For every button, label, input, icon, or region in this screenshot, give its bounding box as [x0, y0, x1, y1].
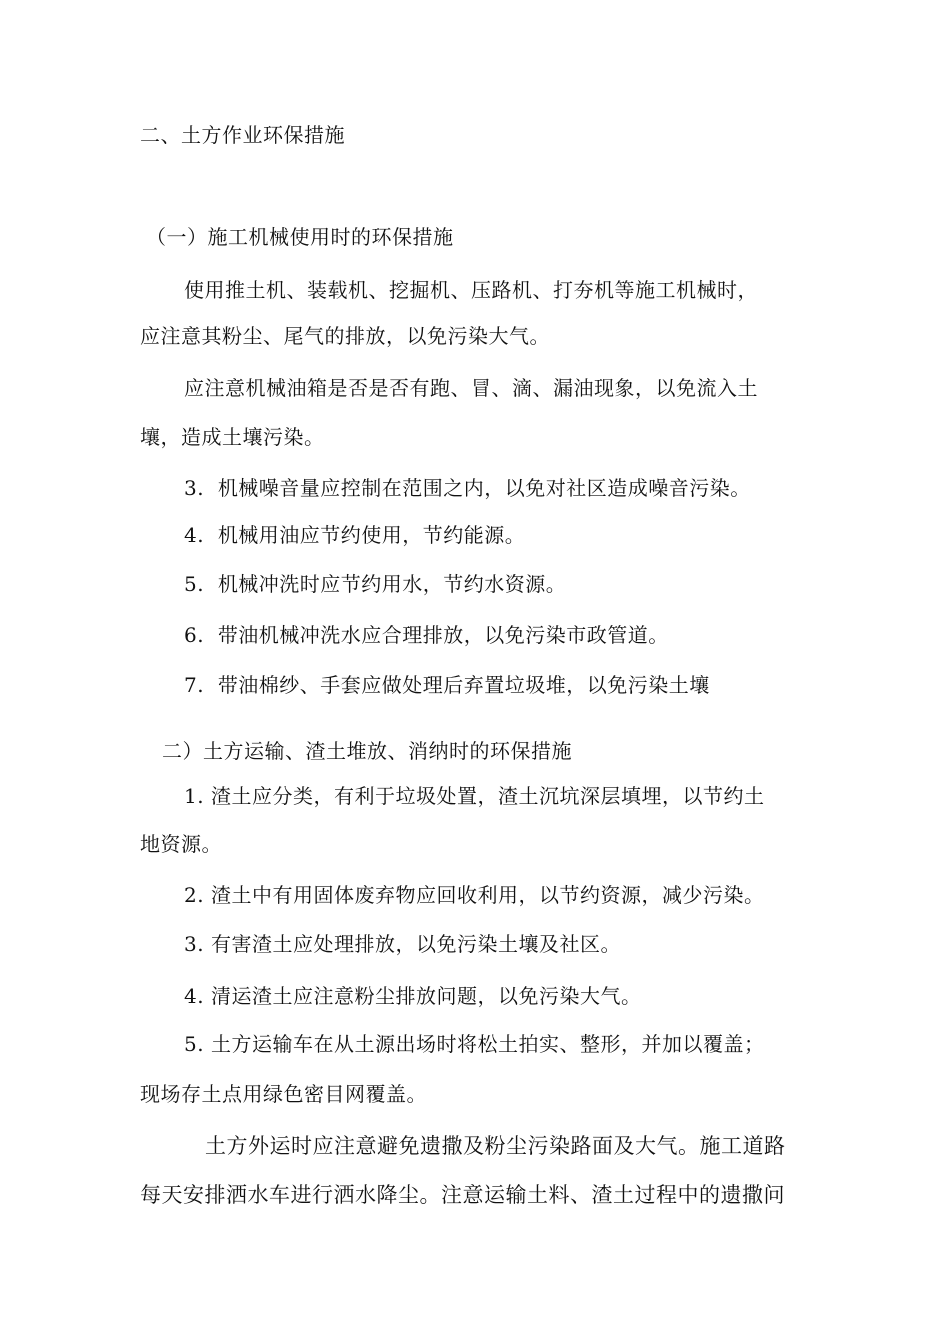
subsection-title: （一）施工机械使用时的环保措施 [146, 225, 454, 249]
list-item [184, 474, 874, 502]
section-heading: 二、土方作业环保措施 [140, 123, 345, 147]
paragraph-line: 2. 渣土中有用固体废弃物应回收利用，以节约资源，减少污染。 [184, 883, 765, 907]
list-item [184, 521, 874, 549]
paragraph-line: 应注意其粉尘、尾气的排放，以免污染大气。 [140, 324, 550, 348]
paragraph-line: 现场存土点用绿色密目网覆盖。 [140, 1082, 427, 1106]
paragraph-line: 使用推土机、装载机、挖掘机、压路机、打夯机等施工机械时， [184, 278, 758, 302]
list-item-number: 5. [184, 572, 205, 596]
list-item [184, 570, 874, 598]
list-item-number: 6. [184, 623, 205, 647]
list-item [184, 671, 874, 699]
list-item-text: 机械用油应节约使用，节约能源。 [217, 523, 526, 547]
paragraph-line: 地资源。 [140, 832, 222, 856]
paragraph-line: 4. 清运渣土应注意粉尘排放问题，以免污染大气。 [184, 984, 642, 1008]
list-item-number: 7. [184, 673, 205, 697]
list-item-number: 3. [184, 476, 205, 500]
subsection-title: 二）土方运输、渣土堆放、消纳时的环保措施 [162, 739, 572, 763]
paragraph-line: 1. 渣土应分类，有利于垃圾处置，渣土沉坑深层填埋，以节约土 [184, 784, 765, 808]
paragraph-line: 壤，造成土壤污染。 [140, 425, 325, 449]
paragraph-line: 5. 土方运输车在从土源出场时将松土拍实、整形，并加以覆盖； [184, 1032, 765, 1056]
list-item-number: 4. [184, 523, 205, 547]
paragraph-line: 土方外运时应注意避免遗撒及粉尘污染路面及大气。施工道路 [205, 1134, 786, 1158]
paragraph-line: 每天安排洒水车进行洒水降尘。注意运输土料、渣土过程中的遗撒问 [140, 1183, 785, 1207]
paragraph-line: 应注意机械油箱是否是否有跑、冒、滴、漏油现象，以免流入土 [184, 376, 758, 400]
paragraph-line: 3. 有害渣土应处理排放，以免污染土壤及社区。 [184, 932, 621, 956]
list-item [184, 621, 874, 649]
list-item-text: 机械冲洗时应节约用水，节约水资源。 [217, 572, 567, 596]
list-item-text: 机械噪音量应控制在范围之内，以免对社区造成噪音污染。 [217, 476, 751, 500]
list-item-text: 带油棉纱、手套应做处理后弃置垃圾堆，以免污染土壤 [217, 673, 710, 697]
list-item-text: 带油机械冲洗水应合理排放，以免污染市政管道。 [217, 623, 669, 647]
